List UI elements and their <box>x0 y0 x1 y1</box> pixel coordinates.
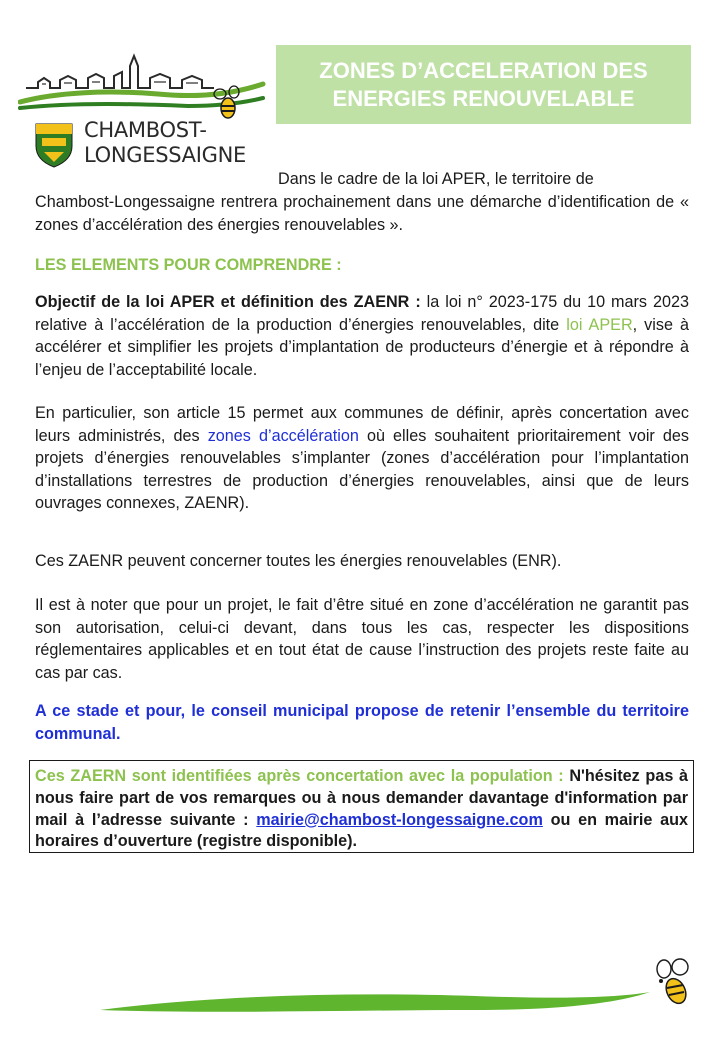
concertation-callout <box>29 760 694 853</box>
paragraph-conseil: A ce stade et pour, le conseil municipal propose de retenir l’ensemble du territoire communal. <box>35 702 689 743</box>
paragraph-text: la loi n° 2023-175 du 10 mars 2023 relative à l’accélération de la production d’énergies renouvelables, dite <box>35 293 689 334</box>
callout-text: ou en mairie aux horaires d’ouverture (registre disponible). <box>35 810 688 851</box>
paragraph-text: , vise à accélérer et simplifier les projets d’implantation de producteurs d’énergie et à répondre à l’enjeu de l’acceptabilité locale. <box>35 315 689 379</box>
paragraph-note: Il est à noter que pour un projet, le fait d’être situé en zone d’accélération ne garantit pas son autorisation, celui-ci devant, dans tous les cas, respecter les dispositions réglementaires applicables et en tout état de cause l’instruction des projets reste faite au cas par cas. <box>35 596 689 682</box>
paragraph-objectif <box>35 291 689 381</box>
bee-icon <box>650 955 694 1007</box>
logo-name-line2: LONGESSAIGNE <box>84 143 246 167</box>
coat-of-arms-icon <box>34 122 74 168</box>
paragraph-enr: Ces ZAENR peuvent concerner toutes les énergies renouvelables (ENR). <box>35 552 562 570</box>
green-swoosh-icon <box>95 970 655 1020</box>
logo-name-line1: CHAMBOST- <box>84 118 207 142</box>
title-banner <box>276 45 691 124</box>
callout-lead: Ces ZAERN sont identifiées après concertation avec la population : <box>35 767 564 785</box>
title-line-2: ENERGIES RENOUVELABLE <box>332 85 635 111</box>
zones-acceleration-link[interactable]: zones d’accélération <box>207 426 359 445</box>
paragraph-lead: Objectif de la loi APER et définition des ZAENR : <box>35 293 421 311</box>
loi-aper-link[interactable]: loi APER <box>566 315 633 334</box>
village-logo-icon <box>18 48 268 128</box>
title-line-1: ZONES D’ACCELERATION DES <box>319 57 648 83</box>
intro-paragraph: Chambost-Longessaigne rentrera prochainement dans une démarche d’identification de « zones d’accélération des énergies renouvelables ». <box>35 193 689 234</box>
paragraph-article-15 <box>35 402 689 515</box>
paragraph-text: où elles souhaitent prioritairement voir des projets d’énergies renouvelables s’implanter (zones d’accélération pour l’implantation d’installations terrestres de production d’énergies renouvelables, ainsi que de leurs ouvrages connexes, ZAENR). <box>35 426 690 512</box>
intro-first-line: Dans le cadre de la loi APER, le territoire de <box>278 170 594 188</box>
email-link[interactable]: mairie@chambost-longessaigne.com <box>256 810 543 829</box>
callout-text: N'hésitez pas à nous faire part de vos remarques ou à nous demander davantage d'information par mail à l’adresse suivante : <box>35 767 688 829</box>
section-title: LES ELEMENTS POUR COMPRENDRE : <box>35 256 342 274</box>
logo-town-name <box>84 118 274 168</box>
paragraph-text: En particulier, son article 15 permet aux communes de définir, après concertation avec leurs administrés, des <box>35 404 689 445</box>
